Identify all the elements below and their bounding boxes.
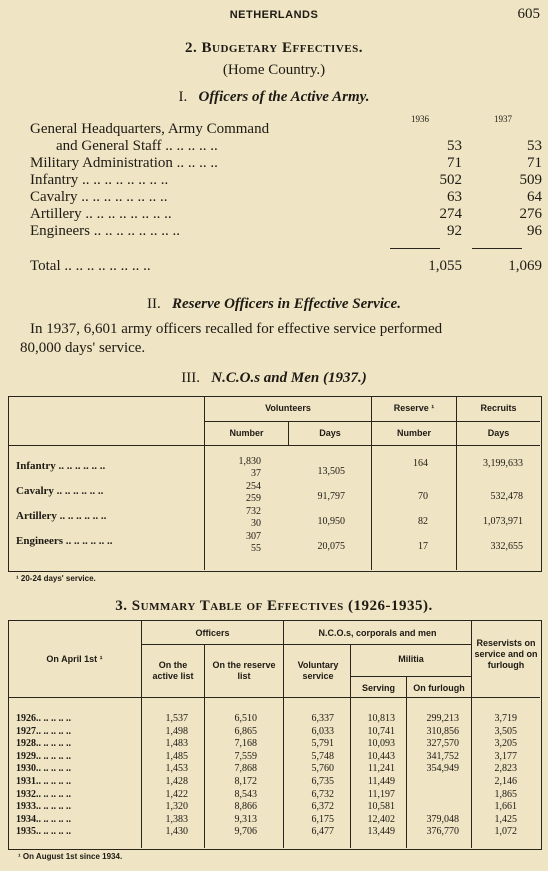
- summary-row-year: 1930.. .. .. .. ..: [16, 763, 71, 775]
- total-1937: 1,069: [508, 258, 542, 274]
- header-reserve: Reserve ¹: [393, 403, 435, 413]
- summary-voluntary: 6,477: [311, 826, 334, 838]
- summary-furlough: 299,213: [426, 713, 459, 724]
- ncos-reserve-number: 17: [418, 541, 428, 552]
- officers-row-label: Military Administration .. .. .. ..: [30, 155, 218, 171]
- part-3-title: [0, 370, 548, 387]
- summary-active: 1,498: [165, 725, 188, 737]
- running-header: [0, 6, 548, 24]
- section-2-title: 2. Budgetary Effectives.: [185, 40, 363, 56]
- summary-active: 1,485: [165, 750, 188, 762]
- summary-furlough: 354,949: [426, 763, 459, 775]
- ncos-reserve-number: 164: [413, 458, 428, 469]
- ncos-vol-number: 30: [251, 518, 261, 529]
- summary-reservists: 3,505: [494, 725, 517, 737]
- ncos-hline-2: [9, 445, 540, 446]
- officers-1937-value: 96: [527, 223, 542, 239]
- ncos-reserve-number: 70: [418, 491, 428, 502]
- summary-furlough: 376,770: [426, 826, 459, 838]
- officers-row-label: General Headquarters, Army Command: [30, 121, 270, 137]
- summary-reserve: 6,865: [234, 725, 257, 737]
- total-label: Total .. .. .. .. .. .. .. ..: [30, 258, 151, 274]
- part-1-number: I.: [178, 89, 188, 105]
- header-ncos: N.C.O.s, corporals and men: [318, 628, 437, 638]
- summary-serving: 13,449: [367, 826, 395, 838]
- officers-row-label: Engineers .. .. .. .. .. .. .. ..: [30, 223, 180, 239]
- officers-row: [30, 206, 548, 223]
- summary-serving: 12,402: [367, 813, 395, 825]
- summary-voluntary: 5,791: [311, 738, 334, 750]
- part-3-text: N.C.O.s and Men (1937.): [211, 370, 367, 386]
- officers-row: [30, 155, 548, 172]
- total-rule-1937: [472, 248, 522, 249]
- header-on-active: On the active list: [152, 660, 194, 681]
- summary-active: 1,483: [165, 738, 188, 750]
- part-1-title: [0, 89, 548, 106]
- officers-total-row: [30, 258, 548, 275]
- summary-row-year: 1935.. .. .. .. ..: [16, 826, 71, 838]
- ncos-vol-days: 10,950: [317, 516, 345, 527]
- summary-row-year: 1929.. .. .. .. ..: [16, 750, 71, 762]
- summary-row-year: 1927.. .. .. .. ..: [16, 725, 71, 737]
- summary-reservists: 1,865: [494, 788, 517, 800]
- year-header-1936: 1936: [411, 114, 429, 124]
- ncos-vol-number: 732: [246, 506, 261, 517]
- part-2-title: [0, 296, 548, 313]
- summary-voluntary: 6,735: [311, 776, 334, 787]
- summary-row-year: 1928.. .. .. .. ..: [16, 738, 71, 750]
- summary-voluntary: 6,337: [311, 713, 334, 724]
- ncos-recruit-days: 332,655: [490, 541, 523, 552]
- page-number: 605: [517, 6, 540, 22]
- ncos-reserve-number: 82: [418, 516, 428, 527]
- summary-voluntary: 6,175: [311, 813, 334, 825]
- header-rec-days: Days: [487, 428, 510, 438]
- summary-reserve: 8,543: [234, 788, 257, 800]
- summary-reservists: 2,823: [494, 763, 517, 775]
- ncos-vol-days: 91,797: [317, 491, 345, 502]
- officers-row: [30, 189, 548, 206]
- ncos-footnote: ¹ 20-24 days' service.: [16, 574, 96, 583]
- summary-reserve: 7,559: [234, 750, 257, 762]
- header-vol-days: Days: [319, 428, 341, 438]
- officers-row-label: Infantry .. .. .. .. .. .. .. ..: [30, 172, 169, 188]
- summary-reservists: 3,177: [494, 750, 517, 762]
- ncos-row-label: Engineers .. .. .. .. .. ..: [16, 535, 113, 547]
- summary-voluntary: 5,748: [311, 750, 334, 762]
- summary-reservists: 1,072: [494, 826, 517, 838]
- header-volunteers: Volunteers: [265, 403, 311, 413]
- header-serving: Serving: [361, 683, 395, 693]
- header-on-reserve: On the reserve list: [212, 660, 276, 681]
- summary-reserve: 9,313: [234, 813, 257, 825]
- ncos-row-label: Infantry .. .. .. .. .. ..: [16, 460, 106, 472]
- summary-row-year: 1933.. .. .. .. ..: [16, 801, 71, 813]
- summary-row-year: 1932.. .. .. .. ..: [16, 788, 71, 800]
- header-res-number: Number: [396, 428, 431, 438]
- officers-1936-value: 53: [447, 138, 462, 154]
- officers-1937-value: 53: [527, 138, 542, 154]
- total-rule-1936: [390, 248, 440, 249]
- section-2-subtitle: (Home Country.): [222, 62, 326, 78]
- officers-1936-value: 274: [439, 206, 462, 222]
- part-2-text: Reserve Officers in Effective Service.: [172, 296, 401, 312]
- summary-reserve: 7,168: [234, 738, 257, 750]
- summary-serving: 10,741: [367, 725, 395, 737]
- part-2-number: II.: [147, 296, 161, 312]
- summary-furlough: 310,856: [426, 725, 459, 737]
- header-on-april: On April 1st ¹: [46, 654, 103, 664]
- officers-1937-value: 71: [527, 155, 542, 171]
- summary-active: 1,383: [165, 813, 188, 825]
- ncos-vol-number: 37: [251, 468, 261, 479]
- officers-1937-value: 276: [519, 206, 542, 222]
- header-recruits: Recruits: [480, 403, 517, 413]
- part-2-paragraph: [20, 320, 542, 358]
- summary-reserve: 6,510: [234, 713, 257, 724]
- officers-row: [30, 172, 548, 189]
- officers-row: [30, 138, 548, 155]
- summary-reserve: 8,172: [234, 776, 257, 787]
- summary-active: 1,453: [165, 763, 188, 775]
- summary-reservists: 2,146: [494, 776, 517, 787]
- summary-active: 1,320: [165, 801, 188, 813]
- ncos-vol-number: 259: [246, 493, 261, 504]
- officers-row-label: and General Staff .. .. .. .. ..: [56, 138, 218, 154]
- total-1936: 1,055: [428, 258, 462, 274]
- summary-reserve: 8,866: [234, 801, 257, 813]
- ncos-row-label: Cavalry .. .. .. .. .. ..: [16, 485, 104, 497]
- officers-row-label: Cavalry .. .. .. .. .. .. .. ..: [30, 189, 168, 205]
- summary-furlough: 341,752: [426, 750, 459, 762]
- sum-hline-3: [9, 697, 540, 698]
- header-country: NETHERLANDS: [229, 9, 319, 21]
- sum-hline-2: [351, 676, 471, 677]
- summary-voluntary: 6,732: [311, 788, 334, 800]
- summary-reservists: 3,719: [494, 713, 517, 724]
- officers-1936-value: 502: [439, 172, 462, 188]
- paragraph-line-1: In 1937, 6,601 army officers recalled for effective service performed: [30, 321, 443, 337]
- year-header-1937: 1937: [494, 114, 512, 124]
- summary-serving: 10,813: [367, 713, 395, 724]
- summary-serving: 10,443: [367, 750, 395, 762]
- header-furlough: On furlough: [413, 683, 465, 693]
- officers-1937-value: 509: [519, 172, 542, 188]
- summary-furlough: 327,570: [426, 738, 459, 750]
- summary-footnote: ¹ On August 1st since 1934.: [18, 852, 123, 861]
- summary-active: 1,428: [165, 776, 188, 787]
- officers-1936-value: 71: [447, 155, 462, 171]
- officers-row: [30, 223, 548, 240]
- summary-furlough: 379,048: [426, 813, 459, 825]
- officers-1937-value: 64: [527, 189, 542, 205]
- ncos-vol-days: 13,505: [317, 466, 345, 477]
- summary-serving: 10,581: [367, 801, 395, 813]
- ncos-hline-1: [205, 421, 540, 422]
- ncos-recruit-days: 3,199,633: [483, 458, 523, 469]
- summary-active: 1,422: [165, 788, 188, 800]
- summary-serving: 11,449: [367, 776, 395, 787]
- summary-reserve: 7,868: [234, 763, 257, 775]
- summary-reserve: 9,706: [234, 826, 257, 838]
- officers-row: [30, 121, 548, 138]
- ncos-vol-number: 55: [251, 543, 261, 554]
- summary-active: 1,537: [165, 713, 188, 724]
- ncos-vol-number: 307: [246, 531, 261, 542]
- section-3-title: 3. Summary Table of Effectives (1926-1935).: [115, 598, 433, 614]
- summary-serving: 11,197: [367, 788, 395, 800]
- part-3-number: III.: [181, 370, 201, 386]
- header-reservists: Reservists on service and on furlough: [474, 638, 538, 670]
- ncos-recruit-days: 532,478: [490, 491, 523, 502]
- header-militia: Militia: [398, 654, 424, 664]
- summary-row-year: 1931.. .. .. .. ..: [16, 776, 71, 787]
- officers-row-label: Artillery .. .. .. .. .. .. .. ..: [30, 206, 172, 222]
- summary-serving: 11,241: [367, 763, 395, 775]
- ncos-vol-days: 20,075: [317, 541, 345, 552]
- summary-voluntary: 6,372: [311, 801, 334, 813]
- summary-active: 1,430: [165, 826, 188, 838]
- summary-row-year: 1926.. .. .. .. ..: [16, 713, 71, 724]
- header-vol-number: Number: [229, 428, 264, 438]
- sum-hline-1: [142, 644, 471, 645]
- summary-voluntary: 5,760: [311, 763, 334, 775]
- officers-1936-value: 92: [447, 223, 462, 239]
- summary-row-year: 1934.. .. .. .. ..: [16, 813, 71, 825]
- summary-reservists: 1,661: [494, 801, 517, 813]
- summary-voluntary: 6,033: [311, 725, 334, 737]
- officers-1936-value: 63: [447, 189, 462, 205]
- summary-reservists: 3,205: [494, 738, 517, 750]
- paragraph-line-2: 80,000 days' service.: [20, 340, 146, 356]
- header-officers: Officers: [195, 628, 230, 638]
- part-1-text: Officers of the Active Army.: [198, 89, 370, 105]
- ncos-row-label: Artillery .. .. .. .. .. ..: [16, 510, 107, 522]
- ncos-vol-number: 1,830: [238, 456, 261, 467]
- summary-reservists: 1,425: [494, 813, 517, 825]
- ncos-vol-number: 254: [246, 481, 261, 492]
- header-voluntary: Voluntary service: [297, 660, 339, 681]
- ncos-recruit-days: 1,073,971: [483, 516, 523, 527]
- summary-serving: 10,093: [367, 738, 395, 750]
